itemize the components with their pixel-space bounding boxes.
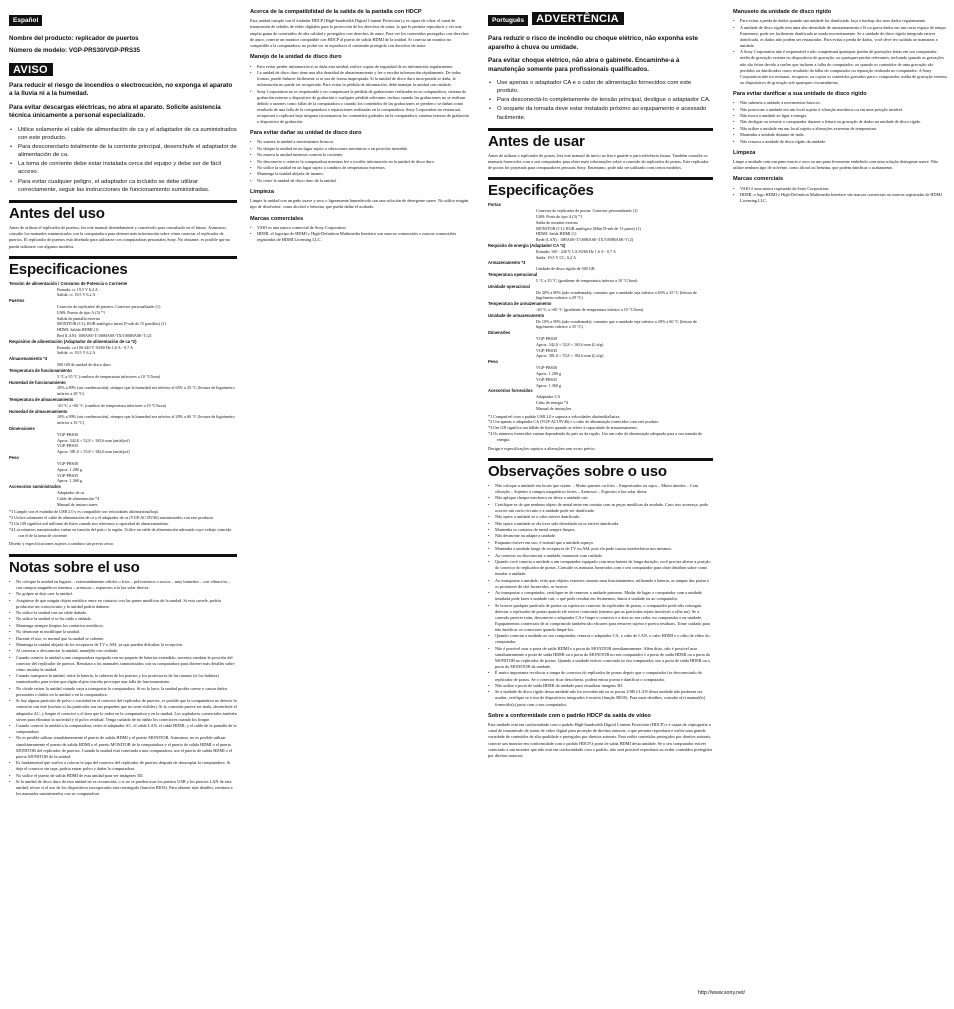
list-item: • Não posicione a unidade em um local sujeito à vibração mecânica ou em uma posição instável. (733, 107, 948, 113)
list-item: • Para desconectá-lo completamente de tensão principal, desligue o adaptador CA. (488, 96, 713, 104)
heading-clean-es: Limpieza (250, 188, 274, 195)
footnote: *3 Un GB significa mil millones de bytes cuando nos referimos a capacidad de almacenamiento. (9, 521, 170, 527)
list-item: • Para evitar cualquier peligro, el adaptador ca incluido se debe utilizar correctamente, seguir las instrucciones de funcionamiento suministradas. (9, 178, 237, 194)
design-note-es: Diseño y especificaciones sujetos a cambios sin previo aviso. (9, 541, 115, 547)
spec-value: VGP-PRS30 (57, 431, 79, 437)
warning-text-2-es: Para evitar descargas eléctricas, no abra el aparato. Solicite asistencia técnica únicamente a personal especializado. (9, 103, 221, 120)
list-item: • Não submeta a unidade a movimentos bruscos. (733, 100, 948, 106)
list-item: • HDMI, el logotipo de HDMI y High-Definition Multimedia Interface son marcas comerciales o marcas comerciales registradas de HDMI Licensing LLC. (250, 231, 470, 243)
footnote: *1 Compatível com o padrão USB 2.0 e suporta a velocidades alta/média/baixa. (488, 413, 621, 419)
spec-value: Conector do replicador de portas: Conector personalizado (1) (536, 208, 638, 214)
list-item: • Ao conectar ou desconectar a unidade, manuseie com cuidado. (488, 553, 713, 559)
list-item: • Não desmonte ou adapte a unidade. (488, 533, 713, 539)
language-tag-pt: Português (488, 15, 528, 26)
spec-value: USB: Puerto de tipo A (3) *1 (57, 309, 106, 315)
spec-value: Entrada: cc 19,5 V 6,2 A (57, 286, 98, 292)
spec-label: Tensión de alimentación / Consumo de Potencia o Corriente (9, 280, 128, 286)
list-item: • No mueva la unidad mientras conecta la corriente. (250, 152, 470, 158)
spec-table-es (9, 281, 237, 508)
list-item: • Não aplique choque mecânico ou deixe a unidade cair. (488, 495, 713, 501)
heading-avoid-pt: Para evitar danificar a sua unidade de disco rígido (733, 90, 867, 97)
spec-value: Cabo de energia *4 (536, 399, 569, 405)
spec-value: 5 °C a 35 °C (gradiente de temperatura inferior a 10 °C/hora) (536, 277, 638, 283)
heading-hdcp-pt: Sobre a conformidade com o padrão HDCP da saída de vídeo (488, 712, 651, 719)
spec-value: De 20% a 80% (não-condensada), contanto que a umidade seja inferior a 65% a 35 °C (leitura de higrômetro inferior a 29 °C) (536, 289, 697, 301)
language-tag-es: Español (9, 15, 42, 26)
spec-value: Aprox. 342,0 × 52,8 × 165,6 mm (L/a/p) (536, 341, 604, 347)
footnote: *1 Cumple con el estándar de USB 2.0 y es compatible con velocidades alta/máxima/baja. (9, 509, 159, 515)
heading-avoid-es: Para evitar dañar su unidad de disco duro (250, 130, 362, 137)
list-item: • No retire la unidad de disco duro de la unidad. (250, 178, 470, 184)
list-item: • VAIO es una marca comercial de Sony Corporation. (250, 225, 470, 231)
notes-list-pt (488, 483, 713, 708)
spec-value: De 10% a 90% (não-condensada), contanto que a umidade seja inferior a 20% a 60 °C (leitura de higrômetro inferior a 35 °C) (536, 318, 697, 330)
list-item: • Si hay alguna partícula de polvo o suciedad en el conector del replicador de puertos, es posible que la computadora no detecte la conexión con éste (incluso si las partículas son tan pequeñas que no sean visibles). Si la conexión parece ser mala, desenchufe el adaptador AC, y limpie el conector y el área que lo rodea en la computadora y en la unidad. Los sopladores comerciales también sirven para eliminar la suciedad y el polvo residual. Tenga cuidado de no dañar los conectores cuando los limpie. (9, 698, 237, 722)
spec-value: 10% a 90% (sin condensación), siempre que la humedad sea inferior al 20% a 60 °C (lectura de higrómetro inferior a 35 °C) (57, 414, 235, 426)
before-use-text-es: Antes de utilizar el replicador de puertos, lea este manual detenidamente y consérvelo para consultarlo en el futuro. Asimismo, consulte los manuales suministrados con la computadora para obtener más información sobre cómo conectar el replicador de puertos. El replicador de puertos está diseñado para utilizarse con computadoras personales Sony. No obstante, es posible que no pueda utilizarse con algunos modelos. (9, 224, 231, 249)
spec-label: Humedad de funcionamiento (9, 379, 66, 385)
warning-text-1-pt: Para reduzir o risco de incêndio ou choque elétrico, não exponha este aparelho à chuva ou umidade. (488, 35, 698, 51)
list-item: • Não é possível usar a porta de saída HDMI e a porta do MONITOR simultaneamente. Além disto, não é possível usar simultaneamente a porta de saída HDMI ou a porta do MONITOR no seu computador e a porta de saída HDMI ou a porta do MONITOR no replicador de portas. Quando a unidade estiver conectada ao seu computador, use a porta de saída HDMI ou a porta do MONITOR da unidade. (488, 646, 713, 670)
hdd-list-es (250, 64, 470, 126)
list-item: • Mantenha os contatos de metal sempre limpos. (488, 527, 713, 533)
product-name: Nombre del producto: replicador de puertos (9, 35, 139, 42)
list-item: • Não coloque a unidade em locais que sejam: – Muito quentes ou frios – Empoeirados ou sujos – Muito úmidos – Com vibração – Sujeitos a campos magnéticos fortes – Arenosos – Expostos à luz solar direta (488, 483, 713, 495)
heading-notes-es: Notas sobre el uso (9, 554, 237, 576)
list-item: • Para evitar a perda de dados quando sua unidade for danificada, faça o backup dos seus dados regularmente. (733, 18, 948, 24)
list-item: • Mantenha a unidade longe de receptores de TV ou AM, pois ela pode causar interferência nos mesmos. (488, 546, 713, 552)
spec-label: Temperatura de almacenamiento (9, 396, 74, 402)
marks-list-pt (733, 186, 948, 205)
marks-list-es (250, 225, 470, 244)
spec-value: 5 °C a 35 °C (cambios de temperatura inferiores a 10 °C/hora) (57, 373, 161, 379)
list-item: • Não desligue ou reinicie o computador durante a leitura ou gravação de dados na unidade de disco rígido. (733, 119, 948, 125)
spec-value: Salida: cc 19,5 V 6,2 A (57, 350, 96, 356)
spec-notes-pt (488, 414, 713, 443)
hdcp-text-pt: Esta unidade está em conformidade com o padrão High-bandwidth Digital Content Protection (HDCP) e é capaz de criptografar o canal de transmissão de sinais de vídeo digital para proteção de direitos autorais, o que permite reproduzir e exibir uma grande variedade de conteúdos de alta qualidade e protegidos por direitos autorais. Para exibir conteúdos protegidos por direitos autorais, conecte um monitor em conformidade com o padrão HDCP à porta de saída HDMI desta unidade. Se o seu computador estiver conectado a um monitor que não está em conformidade com o padrão, não será possível reproduzir ou exibir conteúdos protegidos por direitos autorais. (488, 721, 713, 758)
spec-value: USB: Porta do tipo A (3) *1 (536, 213, 583, 219)
list-item: • Cuando conecte la unidad a la computadora, retire el adaptador AC, el cable LAN, el cable HDMI, y el cable de la pantalla de la computadora. (9, 723, 237, 735)
spec-value: Aprox. 342,0 × 52,8 × 165,6 mm (an/al/prf) (57, 437, 130, 443)
list-item: • Não utilize a porta de saída HDMI da unidade para visualizar imagens 3D. (488, 683, 713, 689)
warning-label-pt: ADVERTÊNCIA (532, 12, 624, 25)
column-pt-2 (733, 9, 948, 208)
list-item: • Asegúrese de que ningún objeto metálico entre en contacto con las partes metálicas de la unidad. Si esto sucede, podría producirse un cortocircuito y la unidad podría dañarse. (9, 598, 237, 610)
spec-label: Puertos (9, 298, 25, 304)
spec-table-pt (488, 202, 713, 411)
design-note-pt: Design e especificações sujeitos a alterações sem aviso prévio. (488, 445, 596, 451)
spec-value: Saída do monitor externo (536, 219, 578, 225)
footnote: *2 Utilice solamente el cable de alimentación de ca y el adaptador de ca (VGP-AC19V46) suministrados con este producto. (9, 515, 215, 521)
spec-value: Unidade de disco rígido de 500 GB (536, 266, 595, 272)
spec-value: Entrada: ca 100-240 V 50/60 Hz 1,6 A - 0,7 A (57, 344, 133, 350)
spec-label: Humedad de almacenamiento (9, 408, 68, 414)
list-item: • Si la unidad de disco duro de esta unidad no es reconocida, o si no se pueden usar los puertos USB y los puertos LAN de esta unidad, revise si el uso de los dispositivos incorporados está restringido (función BIOS). Para obtener más detalles, remítase a los manuales suministrados con su computadora. (9, 779, 237, 797)
list-item: • Utilice solamente el cable de alimentación de ca y el adaptador de ca suministrados con este producto. (9, 126, 237, 142)
spec-label: Requisitos de alimentación (Adaptador de alimentación de ca *2) (9, 338, 137, 344)
spec-value: Salida de pantalla externa (57, 315, 100, 321)
heading-specs-es: Especificaciones (9, 256, 237, 278)
clean-text-es: Limpie la unidad con un paño suave y seco o ligeramente humedecido con una solución de detergente suave. No utilice ningún tipo de disolvente, como alcohol o bencina, que pueda dañar el acabado. (250, 198, 469, 210)
warning-text-2-pt: Para evitar choque elétrico, não abra o gabinete. Encaminhe-a à manutenção somente para profissionais qualificados. (488, 57, 680, 73)
spec-value: Aprox. 1.280 g (57, 466, 83, 472)
spec-value: Aprox. 1.280 g (536, 370, 562, 376)
list-item: • Ao transportar o computador, certifique-se de remover a unidade primeiro. Mudar de lugar o computador com a unidade instalada pode fazer a unidade cair, o que pode resultar em ferimentos, danos à unidade ou ao computador. (488, 590, 713, 602)
spec-label: Peso (488, 359, 498, 365)
spec-label: Temperatura de funcionamiento (9, 367, 72, 373)
spec-label: Acessórios fornecidos (488, 388, 533, 394)
spec-label: Requisito de energia (Adaptador CA *2) (488, 243, 566, 249)
list-item: • VAIO é uma marca registrada da Sony Corporation. (733, 186, 948, 192)
spec-value: -20 °C a +60 °C (cambios de temperatura inferiores a 10 °C/hora) (57, 402, 167, 408)
spec-value: Salida: cc 19,5 V 6,2 A (57, 292, 96, 298)
list-item: • Es fundamental que vuelva a colocar la tapa del conector del replicador de puertos después de desacoplar la computadora. Si deja el conector sin tapa, podría entrar polvo y dañar la computadora. (9, 760, 237, 772)
list-item: • Sony Corporation no es responsable y no compensará la pérdida de grabaciones realizadas en su computadora, sistema de grabación externo o dispositivo de grabación o cualquier pérdida relevante, incluso cuando las grabaciones no se realizan debido a razones como fallas de la computadora o cuando los contenidos de las grabaciones se pierden o se dañan como resultado de una falla de la computadora o reparaciones realizadas en la computadora. Sony Corporation no restaurará, recuperará o replicará bajo ninguna circunstancia los contenidos grabados en la computadora, sistema externo de grabación o dispositivo de grabación. (250, 89, 470, 126)
spec-label: Umidade operacional (488, 283, 530, 289)
spec-value: VGP-PRS30 (57, 460, 79, 466)
warning-label-es: AVISO (9, 63, 53, 76)
footnote: *3 Um GB significa um bilhão de bytes quando se refere à capacidade de armazenamento. (488, 425, 638, 431)
list-item: • Não utilize a unidade em um local sujeito a alterações extremas de temperatura. (733, 126, 948, 132)
list-item: • La unidad de disco duro tiene una alta densidad de almacenamiento y lee o escribe información rápidamente. De todas formas, puede dañarse fácilmente si se usa de forma inapropiada. Si la unidad de disco duro incorporada se daña, la información no puede ser recuperada. Para evitar la pérdida de información, debe manejar la unidad con cuidado. (250, 70, 470, 88)
spec-value: Adaptador CA (536, 394, 561, 400)
list-item: • No utilice la unidad si se ha caído o dañado. (9, 616, 237, 622)
spec-label: Dimensiones (9, 426, 35, 432)
heading-marks-es: Marcas comerciales (250, 215, 304, 222)
spec-value: Conector de replicador de puertos: Conector personalizado (1) (57, 303, 161, 309)
spec-value: VGP-PRS35 (536, 347, 558, 353)
heading-before-use-es: Antes del uso (9, 200, 237, 222)
spec-value: Adaptador de ca (57, 489, 85, 495)
spec-value: Saída: 19,5 V CC, 6,2 A (536, 254, 577, 260)
heading-specs-pt: Especificações (488, 177, 713, 199)
spec-label: Peso (9, 455, 19, 461)
list-item: • La toma de corriente debe estar instalada cerca del equipo y debe ser de fácil acceso. (9, 160, 237, 176)
sony-url-link[interactable]: http://www.sony.net/ (698, 990, 746, 996)
heading-hdd-es: Manejo de la unidad de disco duro (250, 54, 342, 61)
spec-value: Rede (LAN) : 10BASE-T/100BASE-TX/1000BASE-T (2) (536, 237, 634, 243)
list-item: • Não mova a unidade ao ligar a energia. (733, 113, 948, 119)
list-item: • Não opere a unidade se ela tiver sido derrubada ou se estiver danificada. (488, 521, 713, 527)
column-es-1 (9, 9, 237, 801)
spec-value: Cable de alimentación *4 (57, 495, 100, 501)
list-item: • No desconecte o reinicie la computadora mientras lee o escribe información en la unidad de disco duro. (250, 159, 470, 165)
list-item: • No desmonte ni modifique la unidad. (9, 629, 237, 635)
list-item: • Mantenha a unidade distante de imãs. (733, 132, 948, 138)
warning-text-1-es: Para reducir el riesgo de incendios o electrocución, no exponga el aparato a la lluvia ni a la humedad. (9, 81, 233, 98)
spec-label: Temperatura operacional (488, 272, 538, 278)
spec-value: VGP-PRS35 (536, 376, 558, 382)
list-item: • No coloque la unidad en lugares – extremadamente cálidos o fríos – polvorientos o sucios – muy húmedos – con vibración – con campos magnéticos intensos – arenosos – expuestos a la luz solar directa (9, 579, 237, 591)
spec-value: VGP-PRS35 (57, 472, 79, 478)
spec-label: Almacenamiento *3 (9, 356, 48, 362)
spec-label: Portas (488, 202, 501, 208)
warning-list-pt (488, 79, 713, 122)
list-item: • Para desconectarlo totalmente de la corriente principal, desenchufe el adaptador de alimentación de ca. (9, 143, 237, 159)
spec-value: MONITOR (C1): RGB analógico (Mini D-sub de 15 pinos) (1) (536, 225, 641, 231)
list-item: • Mantenga siempre limpios los contactos metálicos. (9, 623, 237, 629)
spec-label: Temperatura de armazenamento (488, 301, 552, 307)
heading-marks-pt: Marcas comerciais (733, 176, 784, 183)
avoid-list-pt (733, 100, 948, 144)
model-number: Número de modelo: VGP-PRS30/VGP-PRS35 (9, 47, 141, 55)
list-item: • Para evitar perder información si se daña esta unidad, realice copias de seguridad de su información regularmente. (250, 64, 470, 70)
spec-value: Aprox. 1.360 g (57, 478, 83, 484)
list-item: • No someta la unidad a movimientos bruscos. (250, 139, 470, 145)
list-item: • HDMI, o logo HDMI e High-Definition Multimedia Interface são marcas comerciais ou marcas registradas de HDMI Licensing LLC. (733, 192, 948, 204)
list-item: • Enquanto estiver em uso, é normal que a unidade aqueça. (488, 540, 713, 546)
spec-value: 20% a 80% (sin condensación), siempre que la humedad sea inferior al 65% a 35 °C (lectura de higrómetro inferior a 29 °C) (57, 385, 235, 397)
heading-hdcp-es: Acerca de la compatibilidad de la salida de la pantalla con HDCP (250, 9, 422, 15)
column-pt-1 (488, 9, 713, 762)
heading-notes-pt: Observações sobre o uso (488, 458, 713, 480)
spec-value: MONITOR (C1): RGB analógico (mini D-sub de 15 pastillas) (1) (57, 321, 166, 327)
list-item: • Cuando transporte la unidad, retire la batería, la cubierta de los puertos y los protectores de las ranuras (si los hubiera) suministrados para evitar que algún objeto extraño provoque una falla de funcionamiento. (9, 673, 237, 685)
spec-value: Manual de instrucciones (57, 501, 98, 507)
spec-value: VGP-PRS35 (57, 443, 79, 449)
spec-label: Dimensões (488, 330, 511, 336)
spec-value: VGP-PRS30 (536, 336, 558, 342)
spec-value: Aprox. 381,0 × 55,8 × 182,6 mm (an/al/prf) (57, 449, 130, 455)
list-item: • Al conectar o desconectar la unidad, manéjela con cuidado. (9, 648, 237, 654)
list-item: • Quando você conecta a unidade a um computador equipado com uma bateria de longa duração, você precisa alterar a posição do conector do replicador de portas. Consulte os manuais fornecidos com o seu computador para obter detalhes sobre como instalar a unidade. (488, 559, 713, 577)
list-item: • Não opere a unidade se o cabo estiver danificado. (488, 514, 713, 520)
spec-label: Armazenamento *3 (488, 260, 526, 266)
list-item: • O soquete da tomada deve estar instalado próximo ao equipamento e acessado facilmente. (488, 105, 713, 121)
footnote: *4 Los números suministrados varían en función del país o la región. Utilice un cable de alimentación adecuado cuyo voltaje coincida con el de la toma de corriente. (9, 526, 232, 538)
list-item: • No ubique la unidad en un lugar sujeto a vibraciones mecánicas o en posición inestable. (250, 146, 470, 152)
spec-value: HDMI: Saída HDMI (1) (536, 231, 577, 237)
before-use-text-pt: Antes de utilizar o replicador de portas, leia este manual de início ao fim e guarde-o para referência futura. Também consulte os manuais fornecidos com o seu computador para obter mais informações sobre a conexão do replicador de portas. Este replicador de portas foi projetado para computadores pessoais Sony. Entretanto, pode não ser utilizado com certos modelos. (488, 152, 709, 171)
spec-value: Aprox. 1.360 g (536, 382, 562, 388)
heading-clean-pt: Limpeza (733, 149, 756, 156)
heading-hdd-pt: Manuseio da unidade de disco rígido (733, 9, 832, 15)
avoid-list-es (250, 139, 470, 183)
list-item: • No utilice la unidad en un lugar sujeto a cambios de temperatura extremos. (250, 165, 470, 171)
spec-value: Aprox. 381,0 × 55,8 × 182,6 mm (L/a/p) (536, 353, 604, 359)
spec-value: -20 °C a +60 °C (gradiente de temperatura inferior a 10 °C/hora) (536, 306, 644, 312)
list-item: • Quando conectar a unidade ao seu computador, remova o adaptador CA, o cabo de LAN, o cabo HDMI e o cabo de vídeo do computador. (488, 633, 713, 645)
list-item: • No es posible utilizar simultáneamente el puerto de salida HDMI y el puerto MONITOR. Asimismo, no es posible utilizar simultáneamente el puerto de salida HDMI o el puerto MONITOR de la computadora y el puerto de salida HDMI o el puerto MONITOR del replicador de puertos. Cuando la unidad está conectada a una computadora, use el puerto de salida HDMI o el puerto MONITOR de la unidad. (9, 735, 237, 759)
hdd-list-pt (733, 18, 948, 86)
hdcp-text-es: Esta unidad cumple con el estándar HDCP (High-bandwidth Digital Content Protection) y es capaz de cifrar el canal de transmisión de señales de vídeo digitales para la protección de los derechos de autor, lo que le permite reproducir y ver una amplia gama de contenidos de alta calidad y protegidos con derechos de autor. Para ver los contenidos protegidos con derechos de autor, conecte un monitor compatible con HDCP al puerto de salida HDMI de la unidad. Si conecta un monitor no compatible a la computadora, no podrá ver ni reproducir el contenido protegido con derechos de autor. (250, 18, 469, 49)
spec-label: Umidade de armazenamento (488, 312, 545, 318)
list-item: • Cuando conecte la unidad a una computadora equipada con un paquete de baterías extendido, necesita cambiar la posición del conector del replicador de puertos. Remítase a los manuales suministrados con su computadora para obtener más detalles sobre cómo instalar la unidad. (9, 655, 237, 673)
list-item: • É muito importante recolocar a tampa do conector do replicador de portas depois que o computador for desconectado do replicador de portas. Se o conector ficar descoberto, poderá entrar poeira e danificar o computador. (488, 670, 713, 682)
spec-value: HDMI: Salida HDMI (1) (57, 327, 99, 333)
list-item: • Se a unidade de disco rígido dessa unidade não for reconhecida ou as portas USB e LAN dessa unidade não puderem ser usadas, verifique se o uso de dispositivos integrados é restrito (função BIOS). Para mais detalhes, consulte o(s) manual(is) fornecido(s) junto com o seu computador. (488, 689, 713, 707)
footnote: *4 Os números fornecidos variam dependendo do país ou da região. Use um cabo de alimentação adequado para a sua tomada de energia. (488, 431, 702, 442)
list-item: • No utilice el puerto de salida HDMI de esta unidad para ver imágenes 3D. (9, 773, 237, 779)
list-item: • Mantenga la unidad alejada de imanes. (250, 171, 470, 177)
spec-value: Manual de instruções (536, 405, 572, 411)
list-item: • Mantenga la unidad alejada de los receptores de TV o AM, ya que pueden dificultar la recepción. (9, 642, 237, 648)
spec-value: 500 GB de unidad de disco duro (57, 362, 111, 368)
column-es-2 (250, 9, 470, 247)
spec-value: VGP-PRS30 (536, 365, 558, 371)
list-item: • Use apenas o adaptador CA e o cabo de alimentação fornecidos com este produto. (488, 79, 713, 95)
clean-text-pt: Limpe a unidade com um pano macio e seco ou um pano levemente embebido com uma solução detergente suave. Não utilize nenhum tipo de solvente, como álcool ou benzina, que podem danificar o acabamento. (733, 158, 938, 171)
list-item: • Ao transportar a unidade, evite que objetos externos causem mau funcionamento, utilizando a bateria, as tampas das portas e os protetores de slot fornecidos, se houver. (488, 578, 713, 590)
list-item: • No olvide retirar la unidad cuando vaya a transportar la computadora. Si no lo hace, la unidad podría caerse y causar daños personales o daños en la unidad o en la computadora. (9, 686, 237, 698)
warning-list-es (9, 126, 237, 194)
heading-before-use-pt: Antes de usar (488, 128, 713, 150)
list-item: • Não remova a unidade de disco rígido da unidade. (733, 139, 948, 145)
spec-label: Accesorios suministrados (9, 484, 61, 490)
list-item: • Durante el uso, es normal que la unidad se caliente. (9, 636, 237, 642)
list-item: • A Sony Corporation não é responsável e não compensará quaisquer perdas de gravações feitas em seu computador, mídia de gravação externa ou dispositivos de gravação, ou quaisquer perdas relevantes, incluindo quando as gravações não são feitas devido a razões que incluem a falha do computador, ou quando os conteúdos de uma gravação são perdidos ou danificados como resultado da falha do computador ou reparação realizada no computador. A Sony Corporation não irá restaurar, recuperar, ou copiar os conteúdos gravados para o computador, mídia de gravação externa, ou dispositivos de gravação sob quaisquer circunstâncias. (733, 49, 948, 86)
spec-notes-es (9, 509, 237, 538)
list-item: • Se houver qualquer partícula de poeira ou sujeira no conector do replicador de portas, o computador pode não conseguir detectar o replicador de portas quando ele estiver conectado (mesmo que as partículas sejam invisíveis a olho nu). Se a conexão parecer ruim, desconecte o adaptador CA e limpe o conector e a área ao seu redor, no computador e na unidade. Equipamentos comerciais de ar comprimido também são eficazes para remover sujeira e poeira residuais. Tome cuidado para não danificar os conectores quando limpá-los. (488, 603, 713, 633)
list-item: • No golpee ni deje caer la unidad. (9, 591, 237, 597)
list-item: • No utilice la unidad con un cable dañado. (9, 610, 237, 616)
notes-list-es (9, 579, 237, 798)
list-item: • Certifique-se de que nenhum objeto de metal entre em contato com as peças metálicas da unidade. Caso isso aconteça, pode ocorrer um curto-circuito e a unidade pode ser danificada. (488, 502, 713, 514)
list-item: • A unidade de disco rígido tem uma alta densidade de armazenamento e lê ou grava dados em um curto espaço de tempo. Entretanto, pode ser facilmente danificada se usada incorretamente. Se a unidade de disco rígido integrada estiver danificada, os dados não podem ser restaurados. Para evitar a perda de dados, você deve ter cuidado ao manusear a unidade. (733, 25, 948, 49)
spec-value: Red (LAN): 10BASE-T/100BASE-TX/1000BASE-T (2) (57, 333, 152, 339)
spec-value: Entrada: 100 - 240 V CA 50/60 Hz 1,6 A - 0,7 A (536, 248, 616, 254)
footnote: *2 Use apenas o adaptador CA (VGP-AC19V46) e o cabo de alimentação fornecidos com este produto. (488, 419, 660, 425)
